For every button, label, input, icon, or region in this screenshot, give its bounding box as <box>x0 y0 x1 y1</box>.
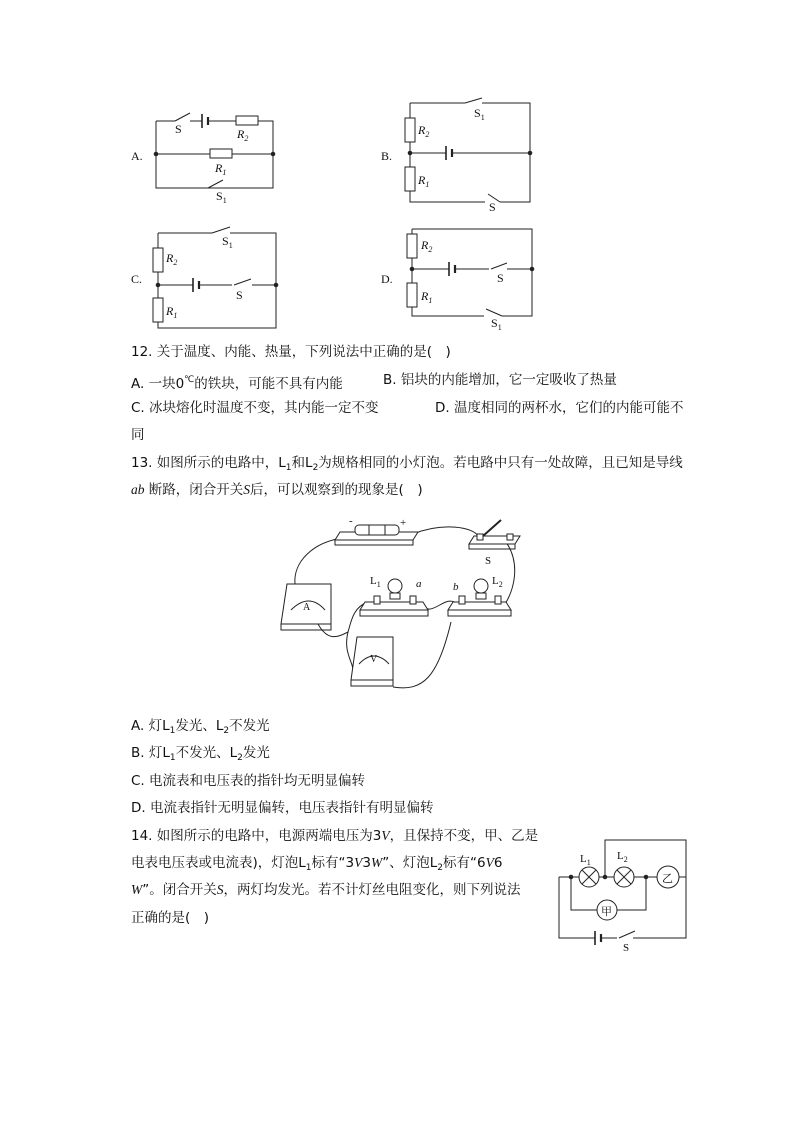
q13-option-b: B. 灯$L_1$不发光、$L_2$发光 <box>131 745 270 763</box>
q12-option-a: A. 一块0℃的铁块，可能不具有内能 <box>131 375 343 392</box>
circuit-a <box>154 113 275 188</box>
option-c-label: C. <box>131 272 143 286</box>
q12-option-b: B. 铝块的内能增加，它一定吸收了热量 <box>383 372 617 388</box>
bulb <box>474 579 488 593</box>
bulb <box>388 579 402 593</box>
wire <box>503 538 515 604</box>
r2-label: $R_2$ <box>421 238 433 254</box>
point-a-label: a <box>416 578 422 590</box>
q13-option-c: C. 电流表和电压表的指针均无明显偏转 <box>131 773 366 789</box>
meter-jia-label: 甲 <box>601 906 612 918</box>
l2-label: $L_2$ <box>617 850 628 864</box>
switch-label: S <box>623 942 630 954</box>
option-d-label: D. <box>381 272 393 286</box>
q14-stem-line1: 14. 如图所示的电路中，电源两端电压为3V，且保持不变，甲、乙是 <box>131 828 539 844</box>
wire <box>393 622 451 688</box>
q13-stem-line2: ab 断路，闭合开关S后，可以观察到的现象是( ) <box>131 482 423 498</box>
q12-option-d-continued: 同 <box>131 427 145 443</box>
ammeter-label: A <box>303 602 311 613</box>
switch-s-label: S <box>489 200 496 214</box>
voltmeter-label: V <box>370 654 378 665</box>
circuit-options-figure <box>0 0 794 340</box>
q14-stem-line4: 正确的是( ) <box>131 910 210 926</box>
r2-label: $R_2$ <box>418 123 430 139</box>
q13-option-d: D. 电流表指针无明显偏转，电压表指针有明显偏转 <box>131 800 434 816</box>
q12-stem: 12. 关于温度、内能、热量，下列说法中正确的是( ) <box>131 344 451 360</box>
l2-label: $L_2$ <box>492 575 503 589</box>
wire <box>413 527 478 536</box>
r1-label: $R_1$ <box>215 161 227 177</box>
q13-option-a: A. 灯$L_1$发光、$L_2$不发光 <box>131 718 270 736</box>
option-b-label: B. <box>381 149 393 163</box>
q12-option-d: D. 温度相同的两杯水，它们的内能可能不 <box>435 400 684 416</box>
r2-label: $R_2$ <box>237 127 249 143</box>
l1-label: $L_1$ <box>370 575 381 589</box>
switch-s1-label: $S_1$ <box>474 106 485 122</box>
switch-s1-label: $S_1$ <box>216 189 227 205</box>
switch-label: S <box>485 555 492 567</box>
q12-option-c: C. 冰块熔化时温度不变，其内能一定不变 <box>131 400 379 416</box>
switch-s1-label: $S_1$ <box>222 234 233 250</box>
r2-label: $R_2$ <box>166 251 178 267</box>
battery-minus-label: - <box>349 515 353 527</box>
r1-label: $R_1$ <box>421 289 433 305</box>
battery-plus-label: + <box>400 517 407 529</box>
meter-yi-label: 乙 <box>662 873 673 885</box>
wire <box>347 632 353 670</box>
battery <box>355 525 399 535</box>
switch-s-label: S <box>497 271 504 285</box>
switch-s1-label: $S_1$ <box>491 316 502 332</box>
r1-label: $R_1$ <box>166 304 178 320</box>
q14-stem-line2: 电表电压表或电流表)，灯泡$L_1$标有“3V3W”、灯泡$L_2$标有“6V6 <box>131 855 503 873</box>
l1-label: $L_1$ <box>580 853 591 867</box>
q13-apparatus-figure <box>273 512 543 702</box>
point-b-label: b <box>453 581 459 593</box>
switch-s-label: S <box>175 122 182 136</box>
lamp-base <box>448 602 511 610</box>
r1-label: $R_1$ <box>418 173 430 189</box>
q14-circuit-figure <box>555 835 695 955</box>
lamp-base <box>360 602 428 610</box>
option-a-label: A. <box>131 149 143 163</box>
switch-s-label: S <box>236 288 243 302</box>
q13-stem-line1: 13. 如图所示的电路中，$L_1$和$L_2$为规格相同的小灯泡。若电路中只有一处故障，且已知是导线 <box>131 455 683 473</box>
q14-stem-line3: W”。闭合开关S，两灯均发光。若不计灯丝电阻变化，则下列说法 <box>131 882 521 898</box>
